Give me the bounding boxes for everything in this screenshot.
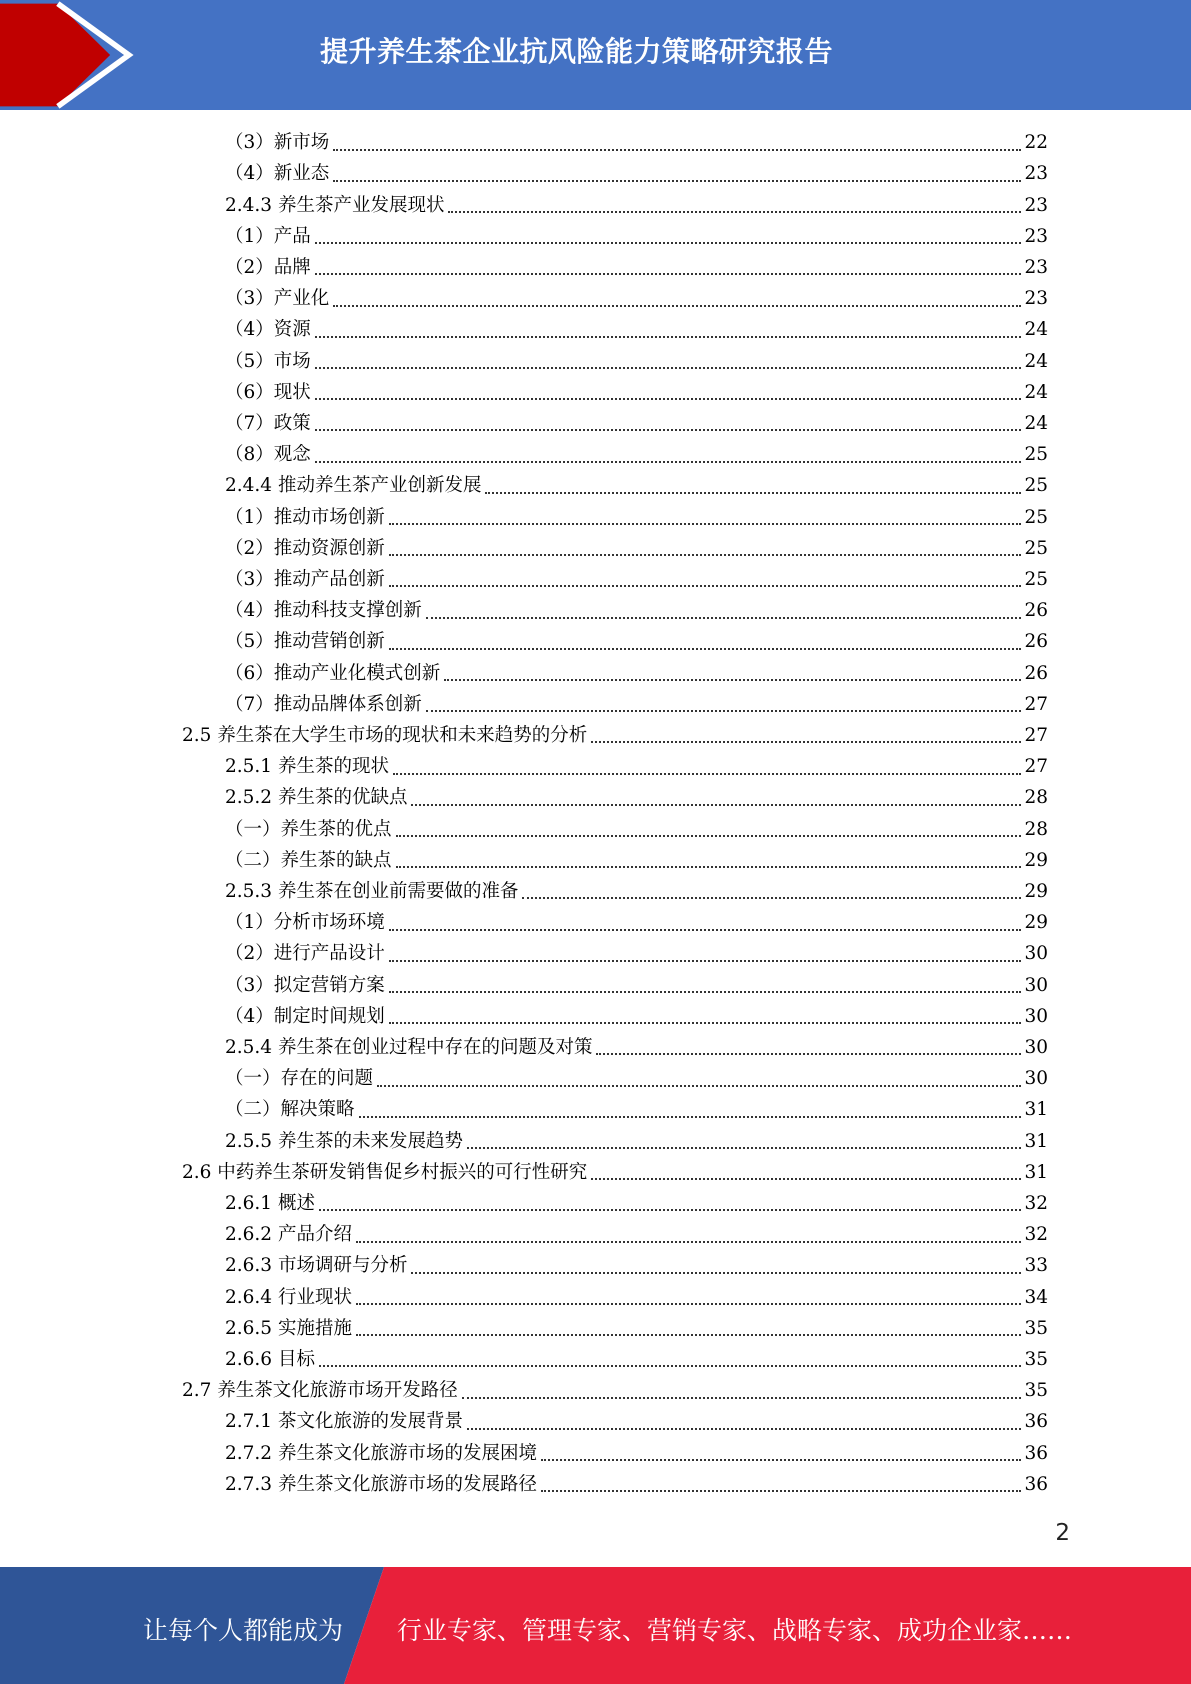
toc-entry[interactable]	[225, 970, 1048, 1001]
toc-entry[interactable]	[225, 1126, 1048, 1157]
toc-entry[interactable]	[225, 440, 1048, 471]
toc-dot-leader	[396, 835, 1022, 837]
toc-entry[interactable]	[225, 1189, 1048, 1220]
toc-entry-title: （3）新市场	[225, 132, 330, 154]
toc-entry-title: 2.7.2 养生茶文化旅游市场的发展困境	[225, 1442, 537, 1464]
toc-entry[interactable]	[225, 1345, 1048, 1376]
toc-entry-page: 29	[1024, 881, 1048, 903]
toc-dot-leader	[426, 710, 1022, 712]
toc-entry[interactable]	[225, 783, 1048, 814]
toc-entry[interactable]	[225, 596, 1048, 627]
toc-entry-page: 27	[1024, 725, 1048, 747]
toc-entry-page: 25	[1024, 444, 1048, 466]
toc-entry[interactable]	[225, 1251, 1048, 1282]
toc-entry-page: 25	[1024, 569, 1048, 591]
toc-entry-page: 31	[1024, 1130, 1048, 1152]
toc-entry-page: 32	[1024, 1193, 1048, 1215]
toc-dot-leader	[356, 1303, 1022, 1305]
toc-entry-page: 36	[1024, 1473, 1048, 1495]
toc-entry-page: 33	[1024, 1255, 1048, 1277]
toc-dot-leader	[389, 991, 1022, 993]
toc-entry[interactable]	[225, 752, 1048, 783]
toc-dot-leader	[389, 1022, 1022, 1024]
toc-entry-page: 24	[1024, 381, 1048, 403]
toc-entry-title: 2.4.4 推动养生茶产业创新发展	[225, 475, 482, 497]
toc-entry-page: 30	[1024, 943, 1048, 965]
toc-entry-page: 24	[1024, 350, 1048, 372]
toc-dot-leader	[389, 585, 1022, 587]
toc-entry[interactable]	[225, 1407, 1048, 1438]
toc-entry[interactable]	[182, 721, 1048, 752]
toc-entry-title: （1）推动市场创新	[225, 506, 385, 528]
toc-dot-leader	[356, 1241, 1022, 1243]
report-title: 提升养生茶企业抗风险能力策略研究报告	[320, 35, 834, 68]
toc-dot-leader	[315, 336, 1022, 338]
toc-dot-leader	[315, 367, 1022, 369]
toc-dot-leader	[396, 866, 1022, 868]
footer-slogan-right: 行业专家、管理专家、营销专家、战略专家、成功企业家……	[397, 1616, 1073, 1645]
toc-entry-title: （二）解决策略	[225, 1099, 355, 1121]
toc-entry[interactable]	[225, 1095, 1048, 1126]
toc-entry-page: 24	[1024, 413, 1048, 435]
toc-dot-leader	[315, 461, 1022, 463]
toc-entry-page: 30	[1024, 1068, 1048, 1090]
toc-entry-title: （5）市场	[225, 350, 311, 372]
toc-entry[interactable]	[225, 1438, 1048, 1469]
toc-entry-title: （4）资源	[225, 319, 311, 341]
toc-dot-leader	[522, 897, 1021, 899]
toc-entry[interactable]	[225, 1220, 1048, 1251]
toc-dot-leader	[467, 1428, 1021, 1430]
toc-dot-leader	[389, 960, 1022, 962]
toc-dot-leader	[315, 429, 1022, 431]
toc-entry-title: （4）推动科技支撑创新	[225, 600, 422, 622]
toc-entry-page: 22	[1024, 132, 1048, 154]
toc-entry-title: （7）推动品牌体系创新	[225, 693, 422, 715]
toc-entry-page: 30	[1024, 974, 1048, 996]
toc-entry-title: （1）分析市场环境	[225, 912, 385, 934]
toc-entry-page: 26	[1024, 631, 1048, 653]
toc-dot-leader	[444, 679, 1021, 681]
toc-entry[interactable]	[225, 908, 1048, 939]
page-number: 2	[1055, 1520, 1070, 1546]
toc-entry-title: （二）养生茶的缺点	[225, 849, 392, 871]
toc-entry-title: 2.6 中药养生茶研发销售促乡村振兴的可行性研究	[182, 1161, 588, 1183]
toc-dot-leader	[389, 648, 1022, 650]
toc-entry-page: 30	[1024, 1037, 1048, 1059]
toc-entry-page: 23	[1024, 288, 1048, 310]
toc-entry-page: 25	[1024, 506, 1048, 528]
toc-entry[interactable]	[225, 502, 1048, 533]
toc-dot-leader	[333, 305, 1021, 307]
toc-entry-title: （7）政策	[225, 413, 311, 435]
toc-entry-title: （6）现状	[225, 381, 311, 403]
toc-entry-page: 27	[1024, 756, 1048, 778]
toc-entry[interactable]	[225, 1033, 1048, 1064]
toc-dot-leader	[315, 398, 1022, 400]
toc-entry-page: 32	[1024, 1224, 1048, 1246]
toc-entry-title: （2）进行产品设计	[225, 943, 385, 965]
toc-dot-leader	[356, 1334, 1022, 1336]
toc-entry-title: 2.5.1 养生茶的现状	[225, 756, 389, 778]
toc-entry-page: 23	[1024, 163, 1048, 185]
toc-entry-title: （3）产业化	[225, 288, 330, 310]
toc-entry-page: 31	[1024, 1161, 1048, 1183]
toc-dot-leader	[333, 180, 1021, 182]
toc-dot-leader	[485, 492, 1021, 494]
toc-entry[interactable]	[225, 1282, 1048, 1313]
toc-entry-title: 2.6.4 行业现状	[225, 1286, 352, 1308]
toc-entry[interactable]	[225, 1064, 1048, 1095]
toc-entry-page: 35	[1024, 1349, 1048, 1371]
toc-dot-leader	[393, 773, 1021, 775]
toc-entry-page: 23	[1024, 225, 1048, 247]
toc-dot-leader	[389, 929, 1022, 931]
toc-dot-leader	[591, 741, 1021, 743]
toc-entry[interactable]	[225, 190, 1048, 221]
toc-entry-title: 2.5 养生茶在大学生市场的现状和未来趋势的分析	[182, 725, 588, 747]
toc-dot-leader	[315, 273, 1022, 275]
toc-entry[interactable]	[225, 409, 1048, 440]
toc-entry[interactable]	[225, 1470, 1048, 1501]
toc-entry[interactable]	[225, 846, 1048, 877]
toc-dot-leader	[462, 1397, 1022, 1399]
toc-entry-page: 27	[1024, 693, 1048, 715]
toc-entry-title: 2.6.1 概述	[225, 1193, 315, 1215]
toc-entry-title: （一）存在的问题	[225, 1068, 374, 1090]
toc-entry[interactable]	[225, 534, 1048, 565]
toc-dot-leader	[411, 1272, 1021, 1274]
header-bar	[0, 0, 1191, 110]
toc-entry-page: 31	[1024, 1099, 1048, 1121]
footer-slogan-left: 让每个人都能成为	[143, 1616, 344, 1645]
toc-entry[interactable]	[225, 627, 1048, 658]
toc-entry[interactable]	[225, 877, 1048, 908]
toc-entry[interactable]	[225, 315, 1048, 346]
toc-dot-leader	[411, 804, 1021, 806]
toc-dot-leader	[389, 523, 1022, 525]
toc-entry-title: 2.6.6 目标	[225, 1349, 315, 1371]
toc-entry-title: （4）制定时间规划	[225, 1005, 385, 1027]
toc-entry[interactable]	[225, 658, 1048, 689]
toc-entry-page: 34	[1024, 1286, 1048, 1308]
toc-entry-page: 23	[1024, 194, 1048, 216]
toc-entry-page: 25	[1024, 475, 1048, 497]
toc-entry-title: （2）品牌	[225, 257, 311, 279]
toc-entry-title: （8）观念	[225, 444, 311, 466]
toc-entry-title: （一）养生茶的优点	[225, 818, 392, 840]
toc-dot-leader	[319, 1365, 1022, 1367]
toc-entry-title: （4）新业态	[225, 163, 330, 185]
toc-entry[interactable]	[225, 378, 1048, 409]
toc-entry-page: 24	[1024, 319, 1048, 341]
toc-entry-page: 35	[1024, 1317, 1048, 1339]
toc-entry-title: （2）推动资源创新	[225, 537, 385, 559]
toc-dot-leader	[541, 1459, 1021, 1461]
toc-dot-leader	[315, 242, 1022, 244]
toc-entry[interactable]	[225, 253, 1048, 284]
toc-dot-leader	[319, 1209, 1022, 1211]
toc-entry-page: 28	[1024, 818, 1048, 840]
toc-entry[interactable]	[225, 471, 1048, 502]
toc-entry[interactable]	[225, 939, 1048, 970]
toc-entry[interactable]	[225, 346, 1048, 377]
toc-entry-page: 26	[1024, 600, 1048, 622]
toc-entry[interactable]	[225, 159, 1048, 190]
toc-entry-title: 2.7.1 茶文化旅游的发展背景	[225, 1411, 463, 1433]
toc-entry-title: 2.6.3 市场调研与分析	[225, 1255, 408, 1277]
toc-entry-title: 2.5.5 养生茶的未来发展趋势	[225, 1130, 463, 1152]
toc-entry-page: 28	[1024, 787, 1048, 809]
toc-entry-title: 2.5.2 养生茶的优缺点	[225, 787, 408, 809]
toc-dot-leader	[541, 1490, 1021, 1492]
toc-entry-title: （3）推动产品创新	[225, 569, 385, 591]
toc-entry-title: （3）拟定营销方案	[225, 974, 385, 996]
footer-bar	[0, 1567, 1191, 1684]
toc-entry-title: （1）产品	[225, 225, 311, 247]
toc-entry-title: 2.5.3 养生茶在创业前需要做的准备	[225, 881, 519, 903]
toc-entry-page: 35	[1024, 1380, 1048, 1402]
toc-entry[interactable]	[225, 565, 1048, 596]
toc-entry-title: 2.7 养生茶文化旅游市场开发路径	[182, 1380, 458, 1402]
toc-entry[interactable]	[225, 690, 1048, 721]
toc-entry-title: 2.4.3 养生茶产业发展现状	[225, 194, 445, 216]
toc-dot-leader	[591, 1178, 1021, 1180]
toc-entry[interactable]	[225, 128, 1048, 159]
toc-entry[interactable]	[225, 1002, 1048, 1033]
toc-entry-page: 29	[1024, 849, 1048, 871]
toc-entry-page: 26	[1024, 662, 1048, 684]
toc-entry-title: 2.7.3 养生茶文化旅游市场的发展路径	[225, 1473, 537, 1495]
toc-entry-title: 2.6.2 产品介绍	[225, 1224, 352, 1246]
toc-entry-title: 2.6.5 实施措施	[225, 1317, 352, 1339]
header-arrow-decoration	[0, 0, 140, 110]
toc-entry[interactable]	[182, 1376, 1048, 1407]
toc-entry-page: 30	[1024, 1005, 1048, 1027]
toc-dot-leader	[359, 1116, 1022, 1118]
toc-entry-page: 36	[1024, 1411, 1048, 1433]
toc-dot-leader	[467, 1147, 1021, 1149]
toc-entry[interactable]	[225, 1314, 1048, 1345]
toc-entry-page: 25	[1024, 537, 1048, 559]
toc-entry[interactable]	[225, 814, 1048, 845]
toc-dot-leader	[448, 211, 1021, 213]
toc-entry-title: 2.5.4 养生茶在创业过程中存在的问题及对策	[225, 1037, 593, 1059]
toc-entry[interactable]	[225, 222, 1048, 253]
toc-entry-title: （6）推动产业化模式创新	[225, 662, 441, 684]
toc-entry-title: （5）推动营销创新	[225, 631, 385, 653]
toc-entry-page: 29	[1024, 912, 1048, 934]
toc-dot-leader	[389, 554, 1022, 556]
toc-entry-page: 23	[1024, 257, 1048, 279]
toc-entry[interactable]	[182, 1158, 1048, 1189]
toc-dot-leader	[426, 617, 1022, 619]
toc-dot-leader	[333, 149, 1021, 151]
toc-dot-leader	[377, 1085, 1021, 1087]
toc-dot-leader	[596, 1053, 1021, 1055]
toc-entry[interactable]	[225, 284, 1048, 315]
toc-entry-page: 36	[1024, 1442, 1048, 1464]
